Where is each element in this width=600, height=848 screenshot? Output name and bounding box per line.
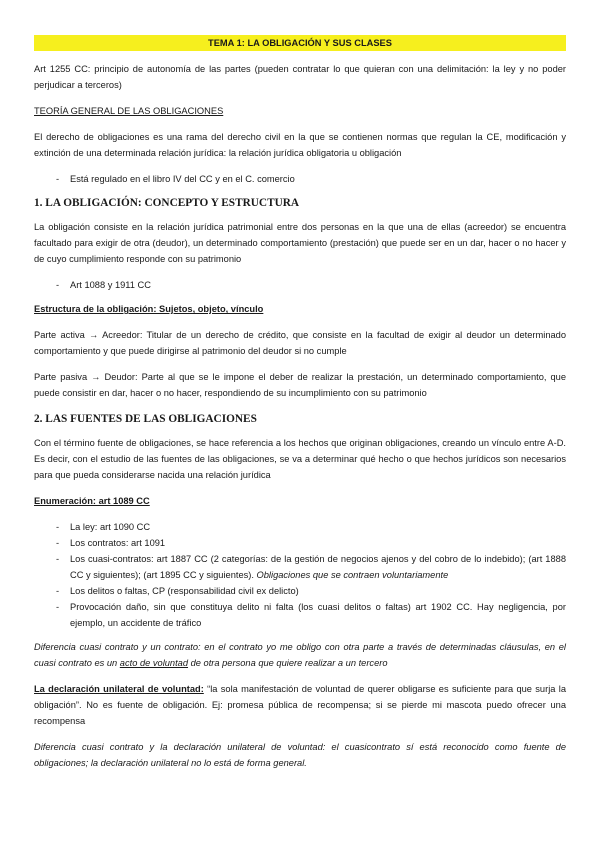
document-page bbox=[34, 35, 566, 781]
section2-paragraph: Con el término fuente de obligaciones, se hace referencia a los hechos que originan obligaciones, creando un vínculo entre A-D. Es decir, con el estudio de las fuentes de las obligaciones, se va a determinar qué hecho o que hechos jurídicos son necesarios para que pueda considerarse nacida una relación jurídica bbox=[34, 438, 566, 480]
declaracion-paragraph: La declaración unilateral de voluntad: “la sola manifestación de voluntad de querer obligarse es suficiente para que surja la obligación”. No es fuente de obligación. Ej: promesa pública de recompensa; si se pierde mi mascota puedo ofrecer una recompensa bbox=[34, 684, 566, 726]
section2-heading: 2. LAS FUENTES DE LAS OBLIGACIONES bbox=[34, 413, 257, 425]
fuentes-list bbox=[34, 519, 566, 631]
parte-pasiva-paragraph: Parte pasiva → Deudor: Parte al que se le impone el deber de realizar la prestación, un determinado comportamiento, que puede consistir en dar, hacer o no hacer, respondiendo de su incumplimiento con su patrimonio bbox=[34, 372, 566, 398]
diferencia-declaracion-paragraph: Diferencia cuasi contrato y la declaración unilateral de voluntad: el cuasicontrato sí está reconocido como fuente de obligaciones; la declaración unilateral no lo está de forma general. bbox=[34, 742, 566, 768]
diferencia-contrato-paragraph: Diferencia cuasi contrato y un contrato: en el contrato yo me obligo con otra parte a través de determinadas cláusulas, en el cuasi contrato es un acto de voluntad de otra persona que quiere realizar a un tercero bbox=[34, 642, 566, 668]
estructura-heading: Estructura de la obligación: Sujetos, objeto, vínculo bbox=[34, 304, 264, 314]
list-item: - Los delitos o faltas, CP (responsabilidad civil ex delicto) bbox=[34, 583, 566, 599]
section1-heading: 1. LA OBLIGACIÓN: CONCEPTO Y ESTRUCTURA bbox=[34, 197, 300, 209]
list-item: - Los cuasi-contratos: art 1887 CC (2 categorías: de la gestión de negocios ajenos y del cobro de lo indebido); (art 1888 CC y siguientes); (art 1895 CC y siguientes). Obligaciones que se contraen voluntariamente bbox=[34, 551, 566, 583]
document-title: TEMA 1: LA OBLIGACIÓN Y SUS CLASES bbox=[34, 35, 566, 51]
section1-paragraph: La obligación consiste en la relación jurídica patrimonial entre dos personas en la que una de ellas (acreedor) se encuentra facultado para exigir de otra (deudor), un determinado comportamiento (prestación) que puede ser en un dar, hacer o no hacer y de cuyo cumplimiento responde con su patrimonio bbox=[34, 222, 566, 264]
intro-paragraph: Art 1255 CC: principio de autonomía de las partes (pueden contratar lo que quieran con una delimitación: la ley y no poder perjudicar a terceros) bbox=[34, 64, 566, 90]
teoria-heading: TEORÍA GENERAL DE LAS OBLIGACIONES bbox=[34, 106, 224, 116]
list-item: - Provocación daño, sin que constituya delito ni falta (los cuasi delitos o faltas) art 1902 CC. Hay negligencia, por ejemplo, un accidente de tráfico bbox=[34, 599, 566, 631]
parte-activa-paragraph: Parte activa → Acreedor: Titular de un derecho de crédito, que consiste en la facultad de exigir al deudor un determinado comportamiento y que puede dirigirse al patrimonio del deudor si no cumple bbox=[34, 330, 566, 356]
list-item: - Art 1088 y 1911 CC bbox=[34, 277, 566, 293]
list-item: - Está regulado en el libro IV del CC y en el C. comercio bbox=[34, 171, 566, 187]
list-item: - La ley: art 1090 CC bbox=[34, 519, 566, 535]
enumeracion-heading: Enumeración: art 1089 CC bbox=[34, 496, 150, 506]
section1-list bbox=[34, 277, 566, 293]
list-item: - Los contratos: art 1091 bbox=[34, 535, 566, 551]
teoria-list bbox=[34, 171, 566, 187]
teoria-paragraph: El derecho de obligaciones es una rama del derecho civil en la que se contienen normas que regulan la CE, modificación y extinción de una determinada relación jurídica: la relación jurídica obligatoria u obligación bbox=[34, 132, 566, 158]
